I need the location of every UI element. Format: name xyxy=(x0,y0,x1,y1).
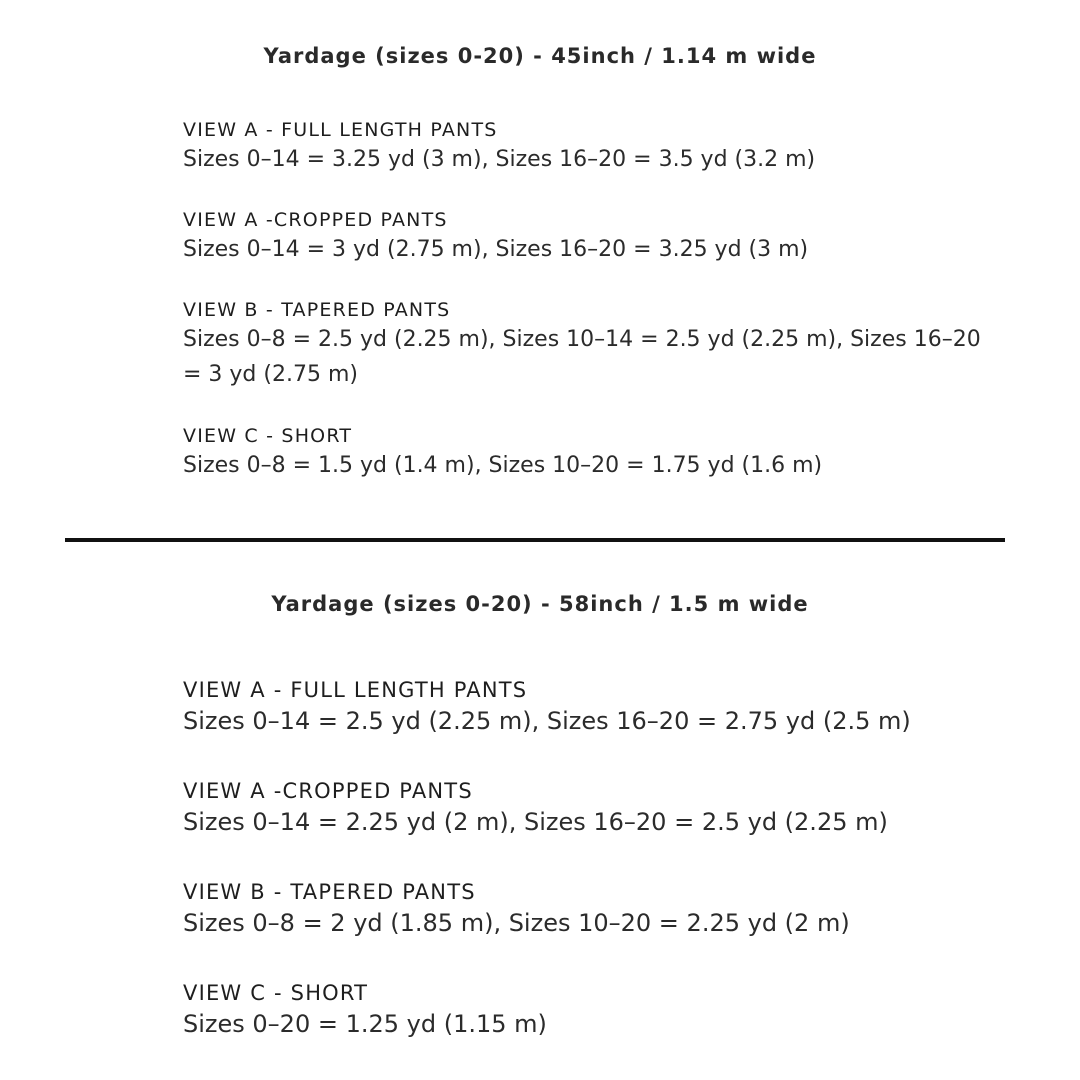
view-heading: VIEW A -CROPPED PANTS xyxy=(183,209,448,231)
view-yardage-text: Sizes 0–20 = 1.25 yd (1.15 m) xyxy=(183,1010,547,1038)
view-yardage-text: Sizes 0–8 = 2 yd (1.85 m), Sizes 10–20 = 2.25 yd (2 m) xyxy=(183,909,850,937)
view-b-tapered-block xyxy=(183,299,1003,392)
view-yardage-text: Sizes 0–14 = 2.5 yd (2.25 m), Sizes 16–20 = 2.75 yd (2.5 m) xyxy=(183,707,911,735)
section-divider xyxy=(65,538,1005,542)
view-b-tapered-block xyxy=(183,880,1003,941)
view-yardage-text: Sizes 0–8 = 2.5 yd (2.25 m), Sizes 10–14 = 2.5 yd (2.25 m), Sizes 16–20 = 3 yd (2.75 m) xyxy=(183,327,981,387)
view-c-short-block xyxy=(183,981,1003,1042)
view-a-full-length-block xyxy=(183,678,1003,739)
view-a-full-length-block xyxy=(183,119,1003,177)
view-heading: VIEW A -CROPPED PANTS xyxy=(183,779,473,803)
view-a-cropped-block xyxy=(183,779,1003,840)
section-title: Yardage (sizes 0-20) - 45inch / 1.14 m wide xyxy=(263,44,817,68)
view-c-short-block xyxy=(183,425,1003,483)
view-heading: VIEW C - SHORT xyxy=(183,425,353,447)
view-yardage-text: Sizes 0–14 = 3.25 yd (3 m), Sizes 16–20 = 3.5 yd (3.2 m) xyxy=(183,147,816,172)
view-heading: VIEW C - SHORT xyxy=(183,981,369,1005)
section-title: Yardage (sizes 0-20) - 58inch / 1.5 m wide xyxy=(271,592,809,616)
view-yardage-text: Sizes 0–14 = 2.25 yd (2 m), Sizes 16–20 = 2.5 yd (2.25 m) xyxy=(183,808,888,836)
view-heading: VIEW A - FULL LENGTH PANTS xyxy=(183,119,498,141)
view-heading: VIEW B - TAPERED PANTS xyxy=(183,299,451,321)
view-heading: VIEW A - FULL LENGTH PANTS xyxy=(183,678,528,702)
view-heading: VIEW B - TAPERED PANTS xyxy=(183,880,476,904)
view-yardage-text: Sizes 0–8 = 1.5 yd (1.4 m), Sizes 10–20 = 1.75 yd (1.6 m) xyxy=(183,453,823,478)
view-a-cropped-block xyxy=(183,209,1003,267)
view-yardage-text: Sizes 0–14 = 3 yd (2.75 m), Sizes 16–20 = 3.25 yd (3 m) xyxy=(183,237,809,262)
